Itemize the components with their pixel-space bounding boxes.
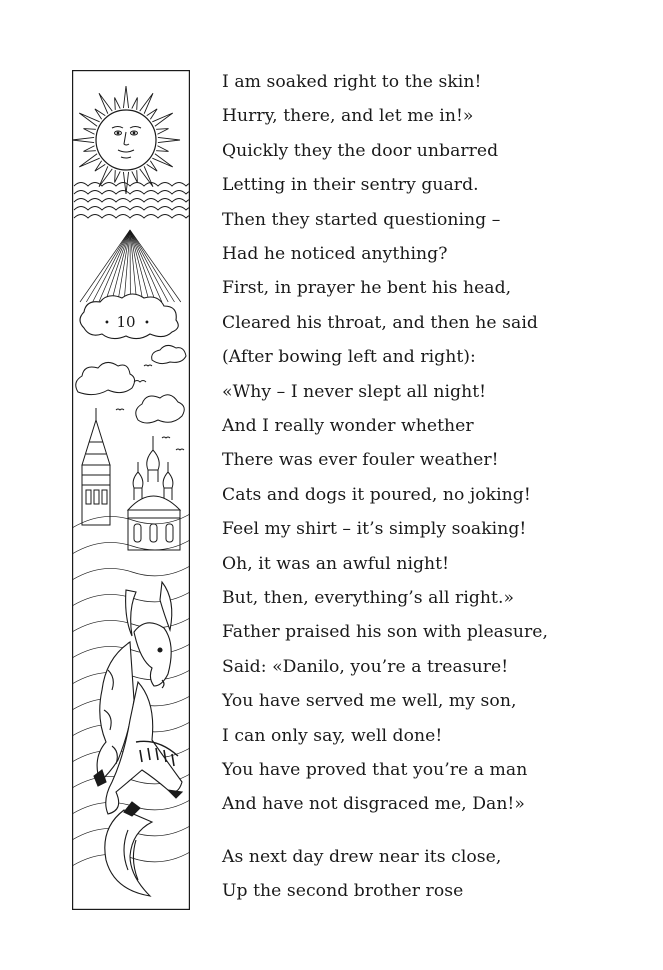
dot-right: •	[144, 318, 150, 329]
poem-line: Up the second brother rose	[222, 881, 464, 902]
poem-line: I can only say, well done!	[222, 725, 443, 746]
poem-line: First, in prayer he bent his head,	[222, 278, 512, 299]
poem-line: Oh, it was an awful night!	[222, 553, 450, 574]
poem-line: You have proved that you’re a man	[222, 760, 528, 780]
cloud-icon	[76, 345, 186, 423]
poem-line: Hurry, there, and let me in!»	[222, 106, 474, 127]
poem-line: Feel my shirt – it’s simply soaking!	[222, 519, 527, 540]
poem-line: (After bowing left and right):	[222, 347, 476, 368]
poem-line: And I really wonder whether	[222, 416, 474, 436]
onion-dome-church-icon	[128, 436, 180, 550]
poem-line: I am soaked right to the skin!	[222, 72, 482, 92]
poem-line: There was ever fouler weather!	[222, 450, 499, 471]
decorative-side-panel	[72, 70, 190, 910]
poem-line: But, then, everything’s all right.»	[222, 588, 515, 608]
sun-face-icon	[72, 86, 180, 194]
poem-line: You have served me well, my son,	[222, 691, 517, 712]
bell-tower-icon	[82, 408, 110, 525]
cloud-icon	[74, 183, 190, 219]
poem-line: Cleared his throat, and then he said	[222, 312, 538, 333]
poem-line: Letting in their sentry guard.	[222, 175, 479, 196]
poem-line: Said: «Danilo, you’re a treasure!	[222, 656, 509, 677]
poem-line: And have not disgraced me, Dan!»	[222, 794, 525, 815]
poem-line: Quickly they the door unbarred	[222, 140, 499, 161]
poem-line: Had he noticed anything?	[222, 244, 448, 264]
horse-icon	[94, 582, 182, 896]
poem-line: As next day drew near its close,	[222, 847, 502, 867]
poem-line: «Why – I never slept all night!	[222, 381, 487, 402]
page-number: 10	[116, 313, 136, 331]
poem-line: Cats and dogs it poured, no joking!	[222, 484, 531, 505]
poem-line: Then they started questioning –	[222, 209, 501, 230]
dot-left: •	[104, 318, 110, 329]
poem-line: Father praised his son with pleasure,	[222, 622, 548, 643]
